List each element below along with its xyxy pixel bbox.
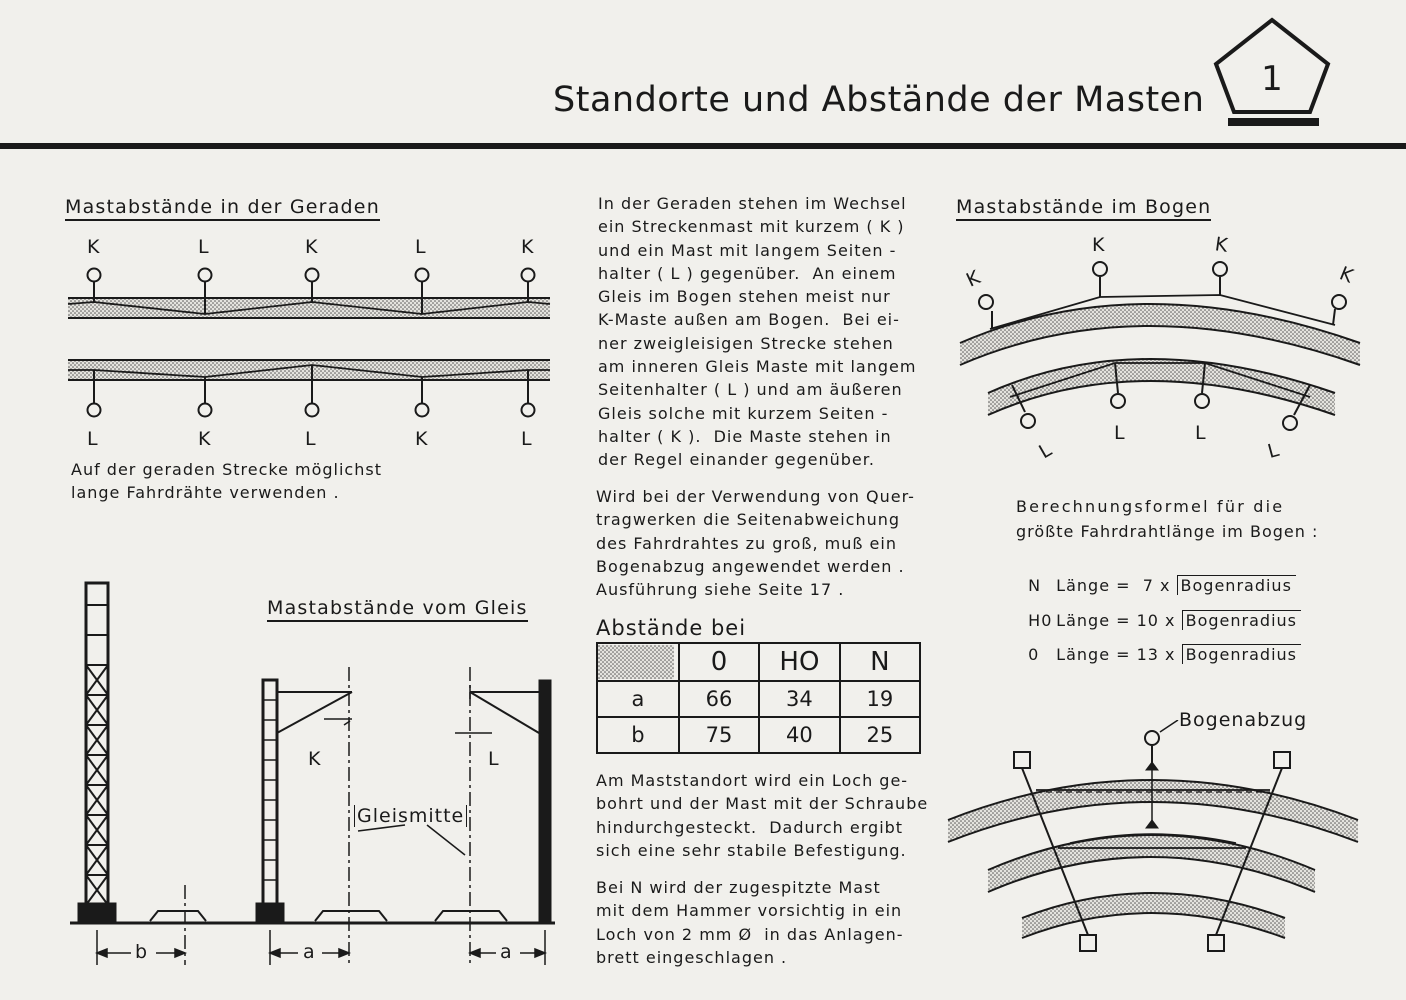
- straight-note-line: lange Fahrdrähte verwenden .: [71, 483, 340, 502]
- table-cell: 34: [759, 681, 840, 717]
- table-cell: 40: [759, 717, 840, 753]
- track-diagram: [60, 575, 565, 970]
- table-cell: b: [597, 717, 679, 753]
- formula-row: [1016, 592, 1301, 630]
- bogenabzug-diagram: [940, 720, 1380, 960]
- table-title: Abstände bei: [596, 616, 747, 640]
- mast-label: K: [1336, 262, 1357, 288]
- mast-type-l-label: L: [488, 748, 499, 770]
- formula-scale: N: [1028, 576, 1042, 595]
- mast-label: L: [1035, 438, 1056, 464]
- formula-radicand: Bogenradius: [1182, 610, 1301, 630]
- formula-intro-line: Berechnungsformel für die: [1016, 497, 1285, 516]
- formula-row: [1016, 626, 1301, 664]
- table-cell: 66: [679, 681, 759, 717]
- body-paragraph: Bei N wird der zugespitzte Mast mit dem Hammer vorsichtig in ein Loch von 2 mm Ø in das Anlagen- brett eingeschlagen .: [596, 878, 904, 967]
- straight-note-line: Auf der geraden Strecke möglichst: [71, 460, 382, 479]
- mast-label: L: [521, 428, 532, 450]
- table-header: 0: [679, 643, 759, 681]
- formula-text: Länge = 10 x: [1056, 611, 1176, 630]
- header-rule: [0, 143, 1406, 149]
- body-paragraph: Am Maststandort wird ein Loch ge- bohrt und der Mast mit der Schraube hindurchgesteckt. Dadurch ergibt sich eine sehr stabile Befestigung.: [596, 771, 929, 860]
- mast-label: K: [305, 236, 318, 258]
- mast-label: L: [1265, 439, 1282, 463]
- table-row: [597, 717, 920, 753]
- table-row: [597, 681, 920, 717]
- mast-label: K: [962, 266, 984, 292]
- mast-label: L: [415, 236, 426, 258]
- body-paragraph: Wird bei der Verwendung von Quer- tragwerken die Seitenabweichung des Fahrdrahtes zu groß, muß ein Bogenabzug angewendet werden . Ausführung siehe Seite 17 .: [596, 487, 915, 600]
- formula-radicand: Bogenradius: [1182, 644, 1301, 664]
- mast-label: K: [87, 236, 100, 258]
- track-heading: Mastabstände vom Gleis: [267, 597, 528, 622]
- page-number: 1: [1261, 59, 1283, 99]
- formula-text: Länge = 13 x: [1056, 645, 1176, 664]
- distance-table: [596, 642, 921, 754]
- straight-diagram: [60, 230, 560, 460]
- mast-label: L: [1195, 422, 1206, 444]
- table-cell: 25: [840, 717, 920, 753]
- curve-heading: Mastabstände im Bogen: [956, 196, 1211, 221]
- table-corner-cell: [597, 643, 679, 681]
- curve-diagram: [940, 225, 1380, 480]
- page-title: Standorte und Abstände der Masten: [553, 80, 1205, 120]
- body-paragraph: In der Geraden stehen im Wechsel ein Streckenmast mit kurzem ( K ) und ein Mast mit langem Seiten - halter ( L ) gegenüber. An einem Gleis im Bogen stehen meist nur K-Maste außen am Bogen. Bei ei- ner zweigleisigen Strecke stehen am inneren Gleis Maste mit langem Seitenhalter ( L ) und am äußeren Gleis solche mit kurzem Seiten - halter ( K ). Die Maste stehen in der Regel einander gegenüber.: [598, 194, 917, 470]
- mast-label: L: [305, 428, 316, 450]
- mast-label: K: [521, 236, 534, 258]
- table-cell: a: [597, 681, 679, 717]
- formula-radicand: Bogenradius: [1177, 575, 1296, 595]
- straight-heading: Mastabstände in der Geraden: [65, 196, 380, 221]
- gleismitte-label: Gleismitte: [354, 805, 467, 827]
- mast-label: K: [1092, 234, 1105, 256]
- mast-label: L: [87, 428, 98, 450]
- table-cell: 19: [840, 681, 920, 717]
- table-header: N: [840, 643, 920, 681]
- formula-intro-line: größte Fahrdrahtlänge im Bogen :: [1016, 522, 1319, 541]
- formula-text: Länge = 7 x: [1056, 576, 1171, 595]
- mast-type-k-label: K: [308, 748, 321, 770]
- bogenabzug-label: Bogenabzug: [1179, 709, 1308, 731]
- formula-row: [1016, 557, 1296, 595]
- mast-label: L: [1114, 422, 1125, 444]
- mast-label: K: [198, 428, 211, 450]
- mast-label: L: [198, 236, 209, 258]
- mast-label: K: [415, 428, 428, 450]
- page-number-badge: [1210, 14, 1335, 134]
- formula-scale: 0: [1028, 645, 1040, 664]
- table-header: HO: [759, 643, 840, 681]
- formula-scale: H0: [1028, 611, 1053, 630]
- dimension-b: b: [135, 941, 148, 963]
- mast-label: K: [1213, 233, 1229, 257]
- table-cell: 75: [679, 717, 759, 753]
- dimension-a: a: [500, 941, 512, 963]
- dimension-a: a: [303, 941, 315, 963]
